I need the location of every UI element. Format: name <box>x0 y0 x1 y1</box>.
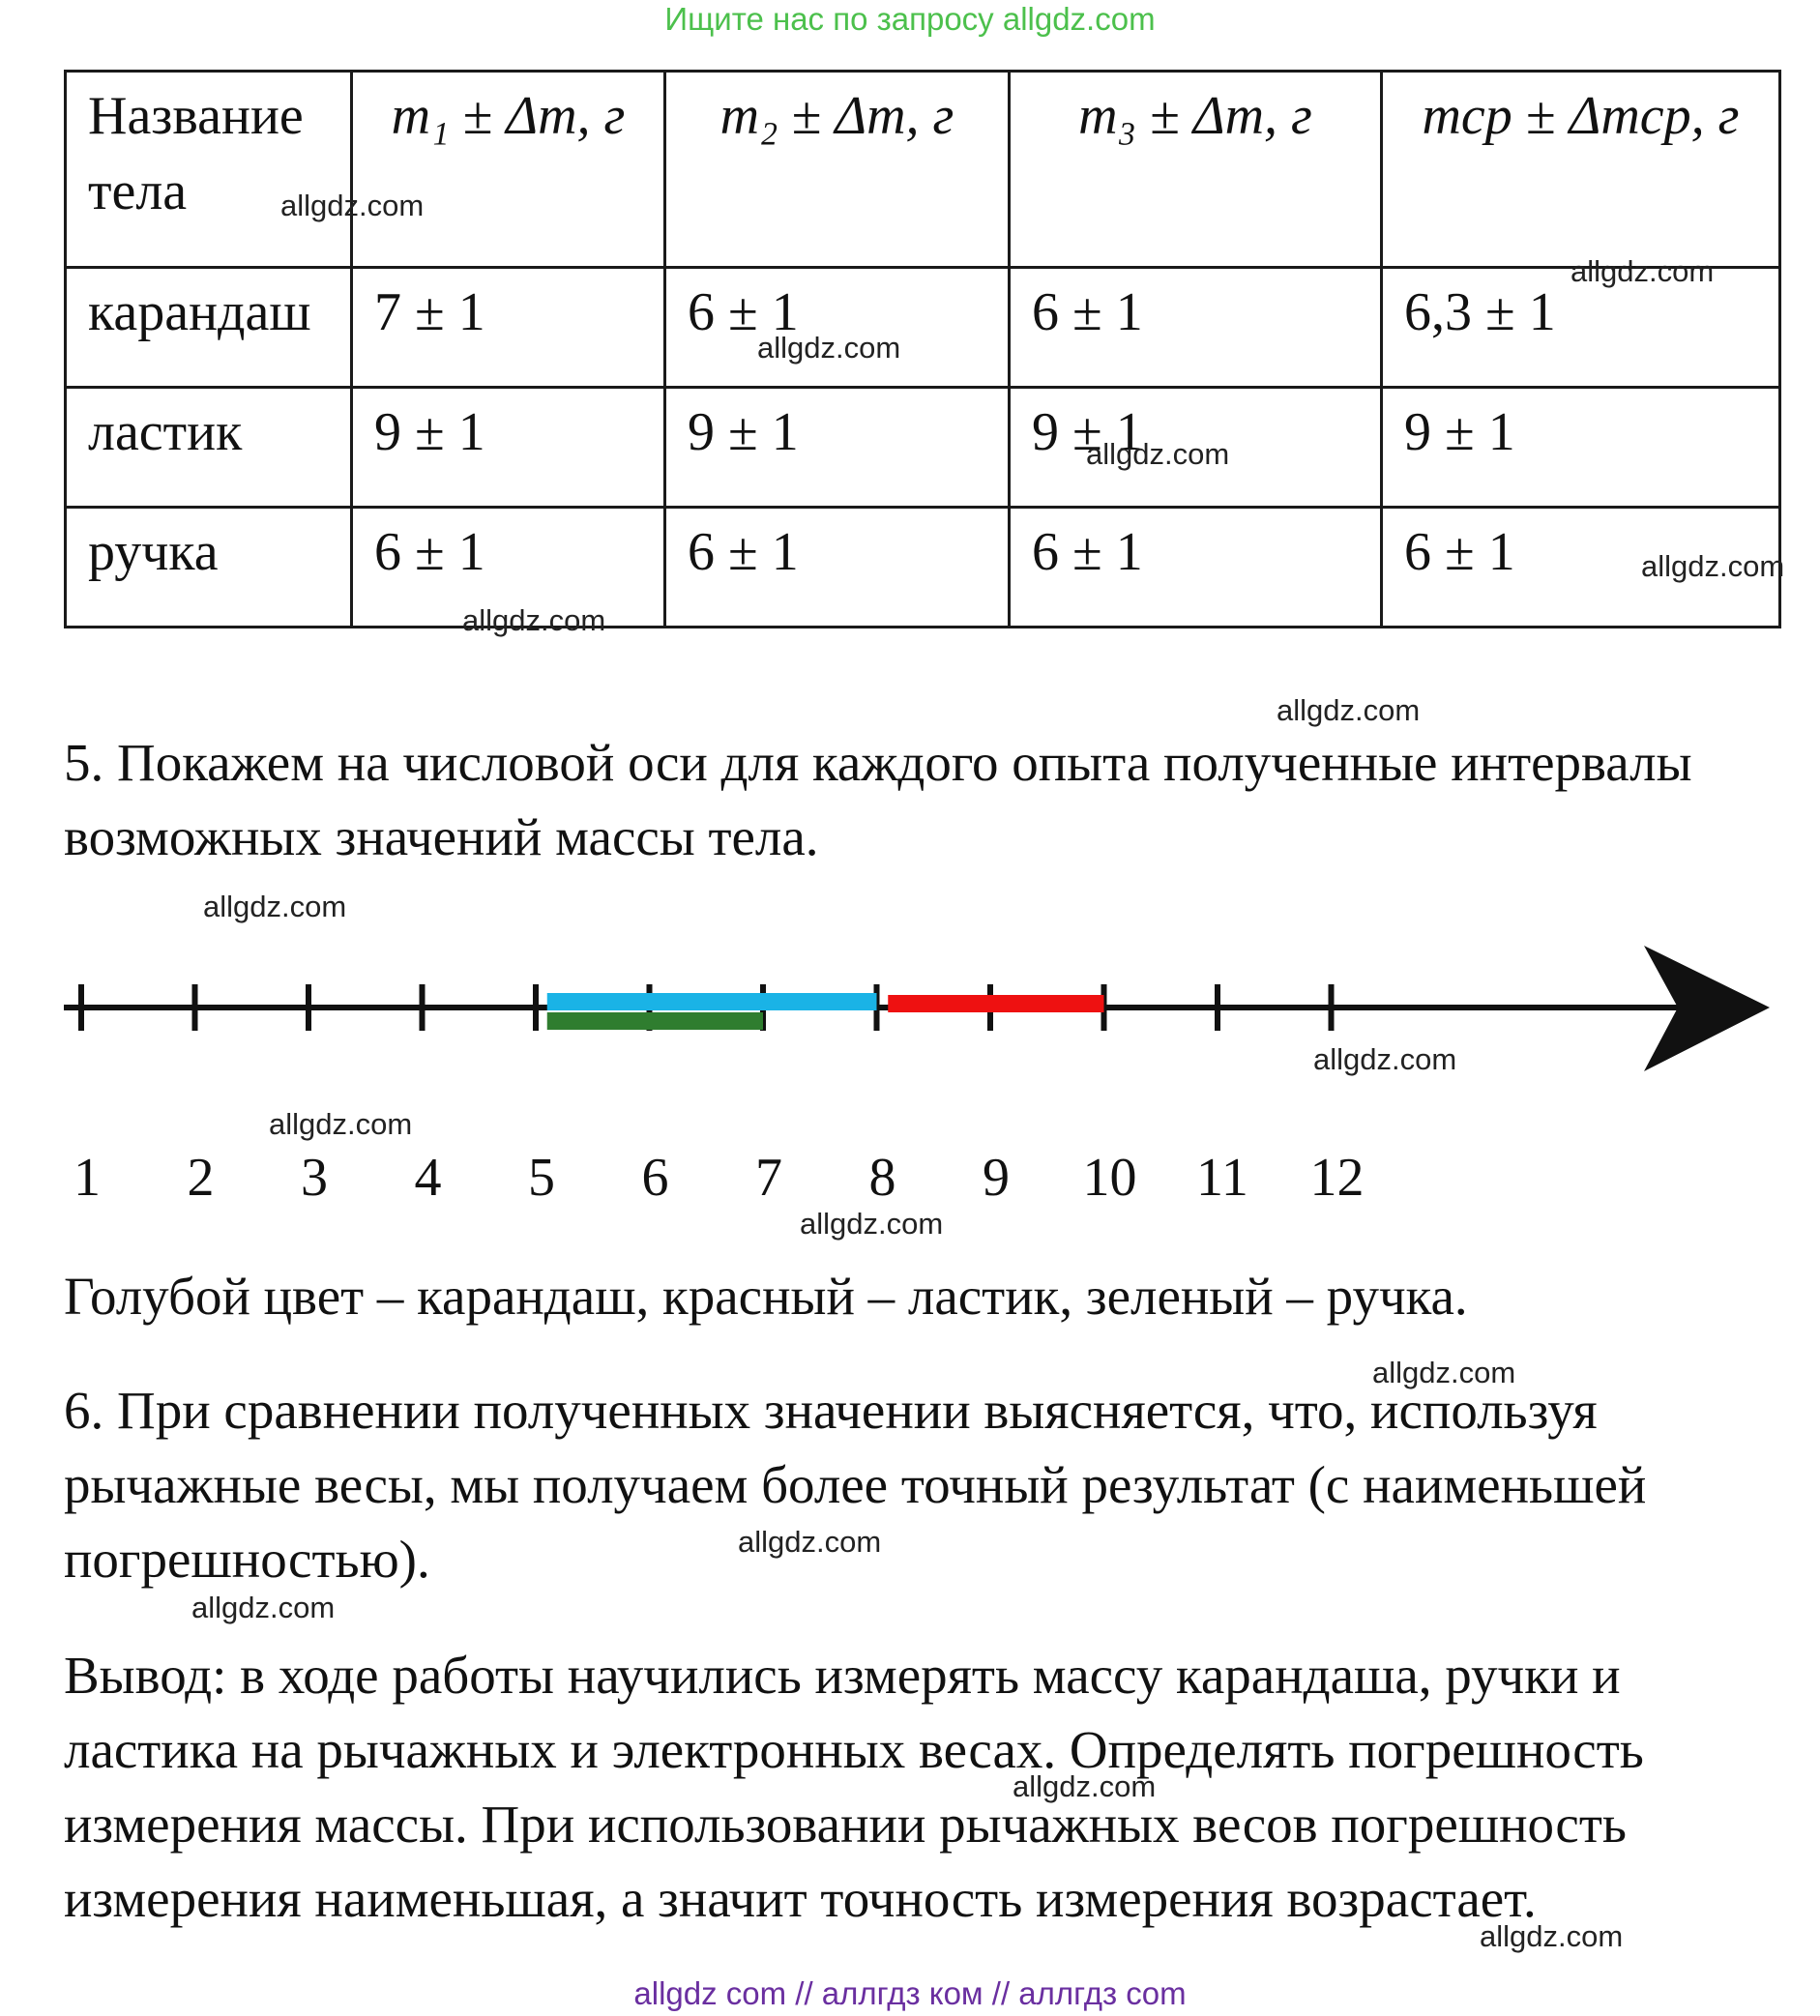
watermark: allgdz.com <box>1086 437 1230 471</box>
row-name-cell: ручка <box>66 508 352 628</box>
row-name-cell: карандаш <box>66 268 352 388</box>
watermark: allgdz.com <box>757 331 901 365</box>
watermark: allgdz.com <box>1641 549 1785 583</box>
row-m2-cell: 9 ± 1 <box>665 388 1010 508</box>
header-name-label: Название тела <box>88 86 304 221</box>
watermark: allgdz.com <box>203 890 347 923</box>
intervals-group <box>547 993 1104 1030</box>
row-m3-cell: 6 ± 1 <box>1010 508 1382 628</box>
tick-label: 11 <box>1196 1148 1248 1208</box>
interval-bar-2 <box>888 995 1103 1012</box>
mass-table <box>64 70 1781 628</box>
tick-label: 5 <box>528 1148 555 1208</box>
table-row <box>66 508 1780 628</box>
tick-label: 6 <box>641 1148 669 1208</box>
header-cell-m2 <box>665 72 1010 268</box>
row-mavg-cell: 6,3 ± 1 <box>1382 268 1780 388</box>
footer-banner[interactable]: allgdz com // аллгдз ком // аллгдз com <box>633 1975 1187 2011</box>
section-6-text: 6. При сравнении полученных значении выясняется, что, используя рычажные весы, мы получаем более точный результат (с наименьшей погрешностью). <box>64 1381 1647 1589</box>
watermark: allgdz.com <box>1570 254 1715 288</box>
watermark: allgdz.com <box>280 189 425 222</box>
watermark: allgdz.com <box>1480 1919 1624 1953</box>
row-m1-cell: 9 ± 1 <box>352 388 665 508</box>
header-banner[interactable]: Ищите нас по запросу allgdz.com <box>664 1 1156 37</box>
watermark: allgdz.com <box>738 1525 882 1559</box>
tick-labels <box>0 1139 1820 1216</box>
header-m1-label: m₁ ± Δm, г <box>391 86 626 146</box>
tick-label: 1 <box>73 1148 101 1208</box>
legend-text: Голубой цвет – карандаш, красный – ластик, зеленый – ручка. <box>64 1267 1468 1326</box>
header-cell-m1 <box>352 72 665 268</box>
section-5-text: 5. Покажем на числовой оси для каждого опыта полученные интервалы возможных значений массы тела. <box>64 733 1692 866</box>
tick-label: 8 <box>868 1148 896 1208</box>
watermark: allgdz.com <box>1313 1042 1457 1076</box>
row-m1-cell: 6 ± 1 <box>352 508 665 628</box>
tick-label: 10 <box>1082 1148 1137 1208</box>
row-m2-cell: 6 ± 1 <box>665 268 1010 388</box>
tick-label: 12 <box>1309 1148 1365 1208</box>
row-m3-cell: 6 ± 1 <box>1010 268 1382 388</box>
interval-bar-3 <box>547 1012 763 1030</box>
header-m2-label: m₂ ± Δm, г <box>719 86 954 146</box>
number-line <box>0 928 1820 1083</box>
tick-label: 3 <box>301 1148 328 1208</box>
row-name-cell: ластик <box>66 388 352 508</box>
header-m3-label: m₃ ± Δm, г <box>1078 86 1312 146</box>
header-mavg-label: mср ± Δmср, г <box>1422 86 1740 146</box>
header-cell-mavg <box>1382 72 1780 268</box>
tick-label: 7 <box>755 1148 782 1208</box>
tick-label: 2 <box>187 1148 215 1208</box>
watermark: allgdz.com <box>800 1207 944 1241</box>
watermark: allgdz.com <box>191 1591 336 1624</box>
watermark: allgdz.com <box>269 1107 413 1141</box>
row-mavg-cell: 9 ± 1 <box>1382 388 1780 508</box>
row-m2-cell: 6 ± 1 <box>665 508 1010 628</box>
header-cell-m3 <box>1010 72 1382 268</box>
watermark: allgdz.com <box>1013 1769 1157 1803</box>
header-cell-name <box>66 72 352 268</box>
row-m1-cell: 7 ± 1 <box>352 268 665 388</box>
conclusion-text: Вывод: в ходе работы научились измерять массу карандаша, ручки и ластика на рычажных и электронных весах. Определять погрешность измерения массы. При использовании рычажных весов погрешность измерения наименьшая, а значит точность измерения возрастает. <box>64 1646 1644 1928</box>
watermark: allgdz.com <box>462 603 606 637</box>
tick-label: 4 <box>414 1148 442 1208</box>
interval-bar-1 <box>547 993 877 1010</box>
table-header-row <box>66 72 1780 268</box>
table-row <box>66 388 1780 508</box>
watermark: allgdz.com <box>1277 693 1421 727</box>
row-m3-cell: 9 ± 1 <box>1010 388 1382 508</box>
row-mavg-cell: 6 ± 1 <box>1382 508 1780 628</box>
table-row <box>66 268 1780 388</box>
watermark: allgdz.com <box>1372 1356 1516 1389</box>
tick-label: 9 <box>983 1148 1010 1208</box>
